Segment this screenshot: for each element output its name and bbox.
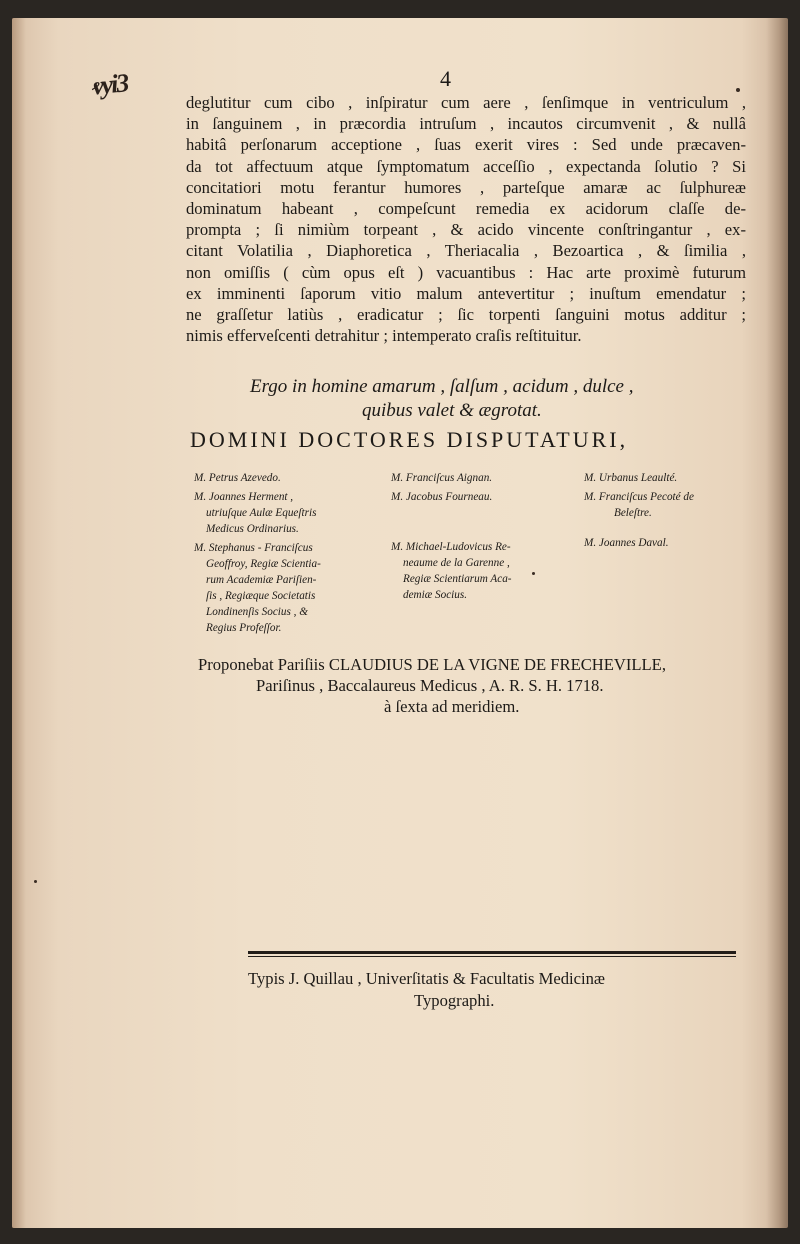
doctor-line: Regius Profeſſor. bbox=[206, 622, 282, 634]
proponebat-block bbox=[198, 654, 758, 717]
page-left-edge bbox=[12, 18, 26, 1228]
doctor-line: M. Petrus Azevedo. bbox=[194, 472, 281, 484]
body-line: ex imminenti ſaporum vitio malum antevertitur ; inuſtum emendatur ; bbox=[186, 283, 746, 303]
imprint-rule-thin bbox=[248, 956, 736, 957]
body-line: non omiſſis ( cùm opus eſt ) vacuantibus : Hac arte proximè futurum bbox=[186, 262, 746, 282]
doctor-line: neaume de la Garenne , bbox=[403, 557, 510, 569]
body-paragraph bbox=[186, 92, 746, 346]
doctor-entry bbox=[584, 470, 754, 486]
doctor-line: M. Franciſcus Aignan. bbox=[391, 472, 493, 484]
doctor-line: Londinenſis Socius , & bbox=[206, 606, 308, 618]
body-line: deglutitur cum cibo , inſpiratur cum aere , ſenſimque in ventriculum , bbox=[186, 93, 746, 112]
page-gutter-shadow bbox=[766, 18, 788, 1228]
imprint-rule-thick bbox=[248, 951, 736, 954]
marginal-ink-mark: ⱴyi3 bbox=[90, 68, 129, 101]
doctors-column-1 bbox=[194, 470, 374, 639]
paper-speck bbox=[34, 880, 37, 883]
doctor-line: demiæ Socius. bbox=[403, 589, 468, 601]
doctor-entry bbox=[584, 489, 754, 521]
doctor-line: M. Michael-Ludovicus Re- bbox=[391, 541, 511, 553]
body-line: ne graſſetur latiùs , eradicatur ; ſic torpenti ſanguini motus additur ; bbox=[186, 305, 746, 325]
doctor-entry bbox=[194, 470, 374, 486]
doctors-list bbox=[194, 470, 754, 639]
page-number: 4 bbox=[440, 66, 451, 91]
doctors-column-2 bbox=[391, 470, 567, 639]
doctor-line: ſis , Regiæque Societatis bbox=[206, 590, 316, 602]
proponebat-line-1: Proponebat Pariſiis CLAUDIUS DE LA VIGNE DE FRECHEVILLE, bbox=[198, 655, 666, 674]
imprint-line-1: Typis J. Quillau , Univerſitatis & Facultatis Medicinæ bbox=[248, 969, 605, 988]
doctor-line: utriuſque Aulæ Equeſtris bbox=[206, 507, 317, 519]
doctor-line: M. Stephanus - Franciſcus bbox=[194, 542, 313, 554]
body-line: nimis efferveſcenti detrahitur ; intemperato craſis reſtituitur. bbox=[186, 326, 582, 346]
conclusion-line-2: quibus valet & ægrotat. bbox=[362, 400, 542, 421]
proponebat-line-2: Pariſinus , Baccalaureus Medicus , A. R. S. H. 1718. bbox=[256, 676, 604, 695]
body-line: in ſanguinem , in præcordia intruſum , incautos circumvenit , & nullâ bbox=[186, 114, 746, 134]
printer-imprint bbox=[248, 968, 736, 1012]
doctor-line: M. Joannes Daval. bbox=[584, 537, 669, 549]
conclusion bbox=[250, 375, 690, 423]
body-line: prompta ; ſi nimiùm torpeant , & acido vincente conſtringantur , ex- bbox=[186, 220, 746, 240]
doctor-entry bbox=[391, 470, 567, 486]
body-line: dominatum habeant , compeſcunt remedia ex acidorum claſſe de- bbox=[186, 199, 746, 219]
doctor-line: M. Jacobus Fourneau. bbox=[391, 491, 493, 503]
body-line: da tot affectuum atque ſymptomatum acceſſio , expectanda ſolutio ? Si bbox=[186, 156, 746, 176]
proponebat-line-3: à ſexta ad meridiem. bbox=[384, 697, 520, 716]
doctor-line: M. Urbanus Leaulté. bbox=[584, 472, 678, 484]
doctor-entry bbox=[584, 535, 754, 551]
body-line: concitatiori motu ferantur humores , parteſque amaræ ac ſulphureæ bbox=[186, 177, 746, 197]
doctor-line: Regiæ Scientiarum Aca- bbox=[403, 573, 512, 585]
imprint-line-2: Typographi. bbox=[414, 991, 495, 1010]
doctor-entry bbox=[194, 540, 374, 636]
conclusion-line-1: Ergo in homine amarum , ſalſum , acidum , dulce , bbox=[250, 376, 634, 397]
body-line: citant Volatilia , Diaphoretica , Theriacalia , Bezoartica , & ſimilia , bbox=[186, 241, 746, 261]
doctor-entry bbox=[194, 489, 374, 537]
doctor-line: Beleſtre. bbox=[614, 507, 652, 519]
paper-speck bbox=[532, 572, 535, 575]
paper-speck bbox=[736, 88, 740, 92]
doctor-line: Geoffroy, Regiæ Scientia- bbox=[206, 558, 321, 570]
body-line: habitâ perſonarum acceptione , ſuas exerit vires : Sed unde præcaven- bbox=[186, 135, 746, 155]
doctors-heading: DOMINI DOCTORES DISPUTATURI, bbox=[190, 427, 629, 452]
doctor-line: rum Academiæ Pariſien- bbox=[206, 574, 317, 586]
doctor-line: Medicus Ordinarius. bbox=[206, 523, 299, 535]
doctor-line: M. Franciſcus Pecoté de bbox=[584, 491, 694, 503]
doctor-line: M. Joannes Herment , bbox=[194, 491, 294, 503]
doctors-column-3 bbox=[584, 470, 754, 639]
doctor-entry bbox=[391, 539, 567, 603]
doctor-entry bbox=[391, 489, 567, 505]
